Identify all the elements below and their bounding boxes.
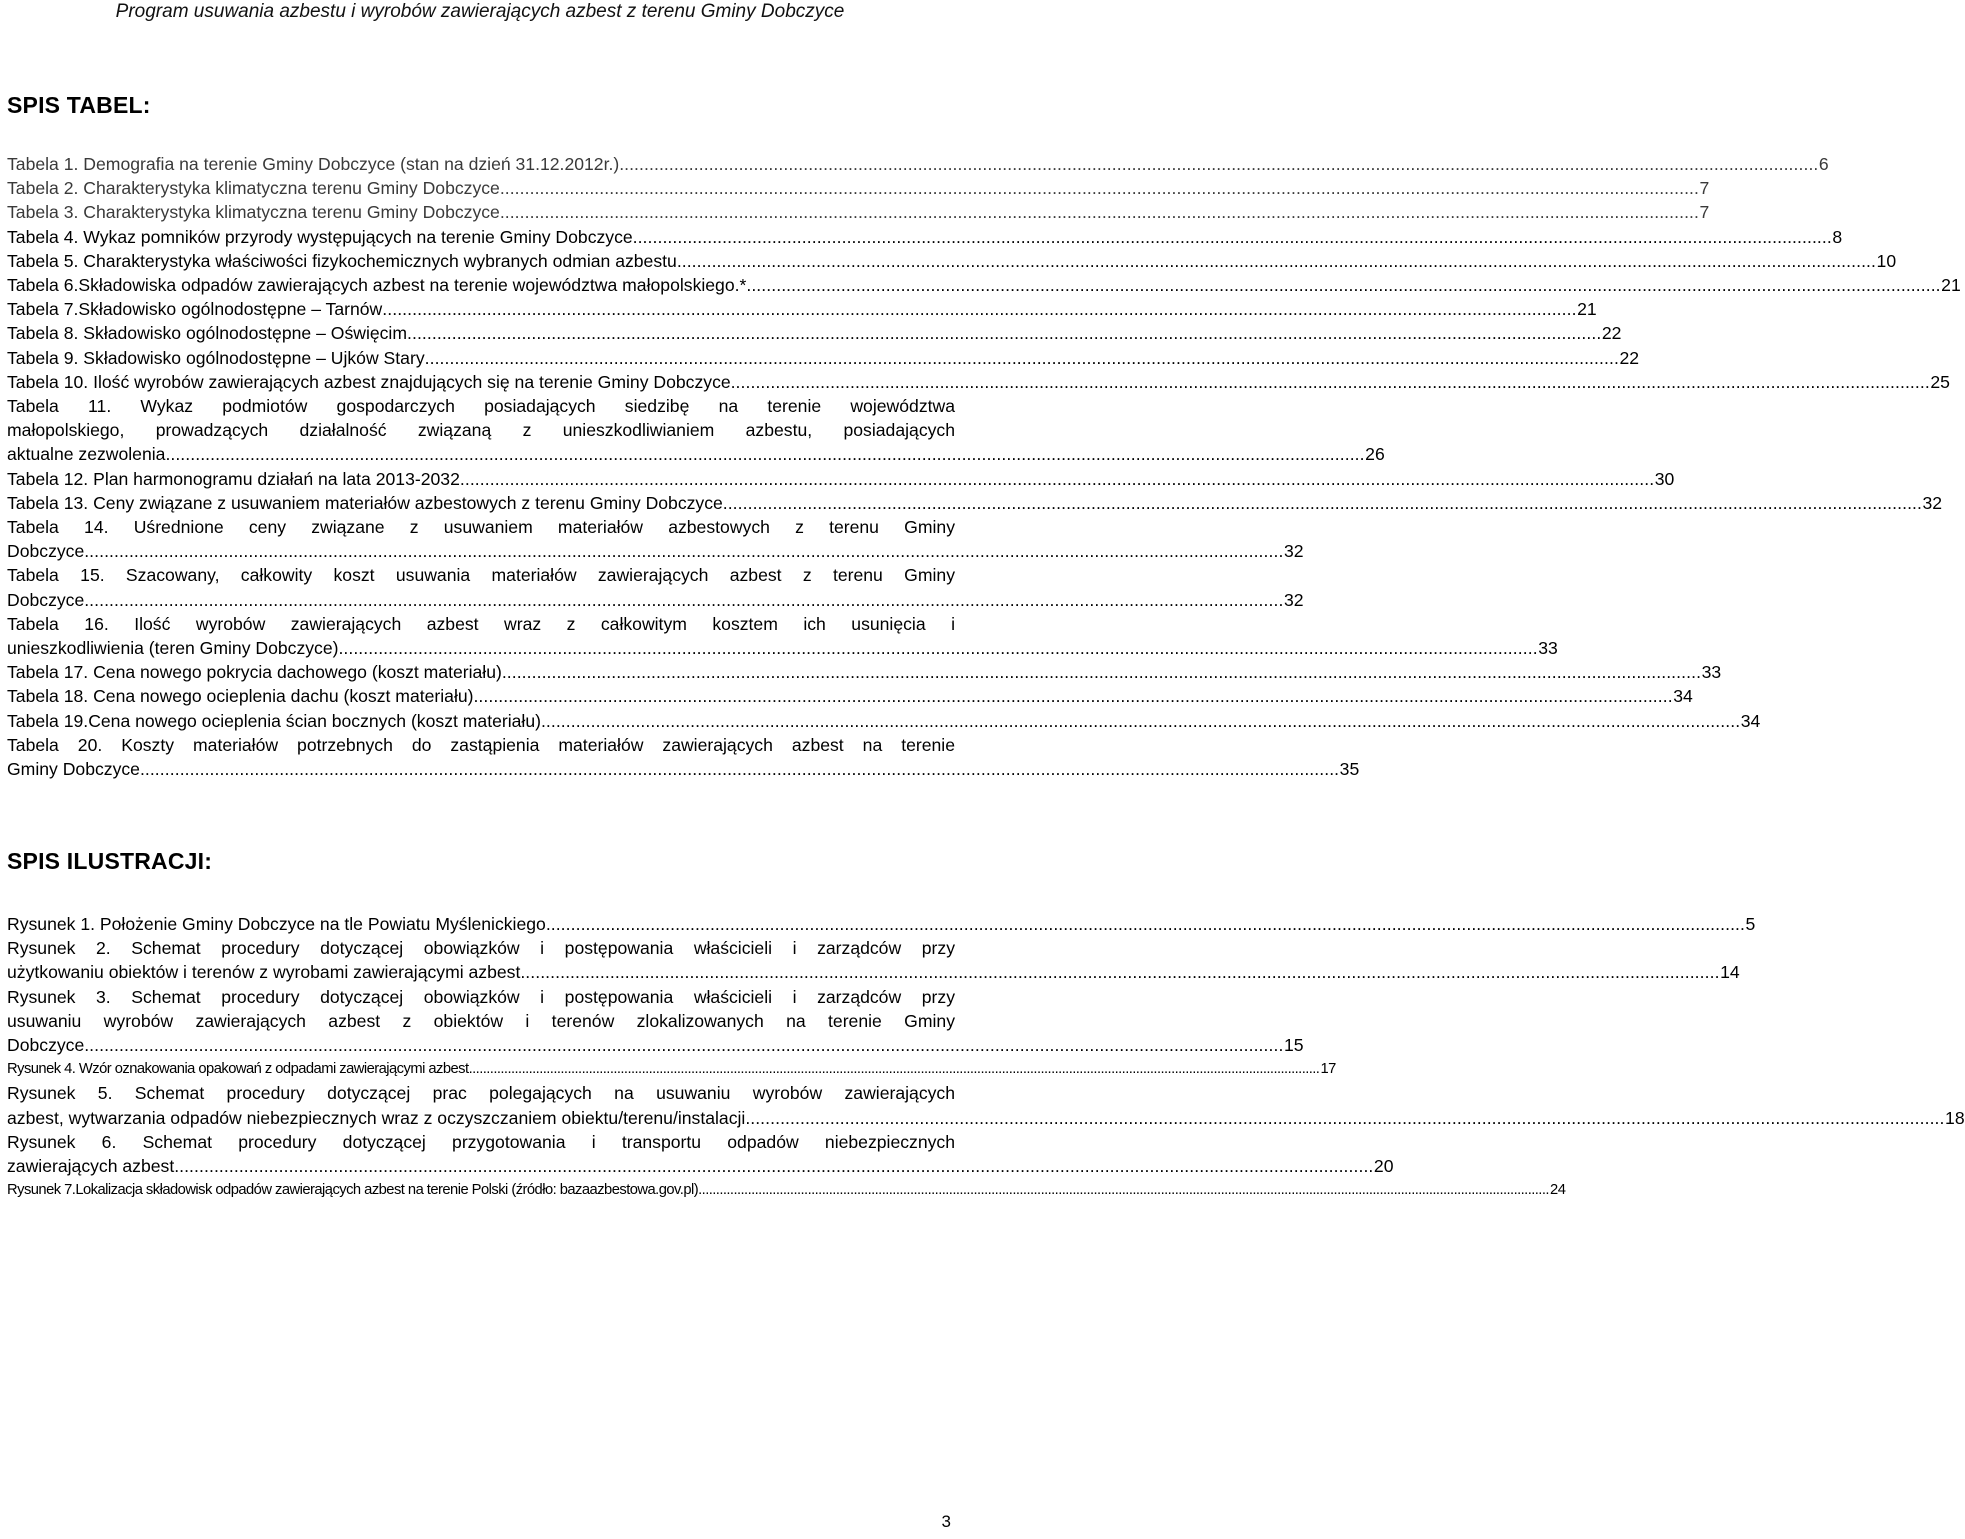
entry-page: 8 [1832, 226, 1843, 247]
entry-page: 22 [1601, 323, 1622, 344]
toc-entry-tabela-17[interactable] [7, 660, 1722, 684]
dot-leader [638, 225, 1830, 249]
entry-page: 34 [1740, 710, 1761, 731]
entry-text: Tabela 19.Cena nowego ocieplenia ścian bocznych (koszt materiału). [7, 710, 546, 731]
entry-text-last: unieszkodliwienia (teren Gminy Dobczyce). [7, 638, 344, 659]
entry-text: Tabela 3. Charakterystyka klimatyczna terenu Gminy Dobczyce. [7, 202, 505, 223]
entry-page: 22 [1619, 347, 1640, 368]
dot-leader [472, 1057, 1317, 1081]
entry-page: 33 [1538, 638, 1558, 659]
toc-entry-tabela-4[interactable] [7, 225, 1843, 249]
entry-page: 24 [1550, 1181, 1566, 1199]
dot-leader [460, 467, 1652, 491]
entry-text: Tabela 18. Cena nowego ocieplenia dachu (koszt materiału). [7, 686, 479, 707]
entry-text: Tabela 6.Składowiska odpadów zawierających azbest na terenie województwa małopolskiego.* [7, 275, 747, 296]
entry-text-line: Tabela 16. Ilość wyrobów zawierających azbest wraz z całkowitym kosztem ich usunięcia i [7, 613, 955, 634]
entry-text-last: Dobczyce. [7, 1035, 90, 1056]
dot-leader [407, 321, 1599, 345]
toc-entry-tabela-10[interactable] [7, 370, 1950, 394]
dot-leader [179, 1154, 1371, 1178]
entry-page: 32 [1922, 492, 1943, 513]
entry-text-last: Gminy Dobczyce. [7, 759, 145, 780]
dot-leader [746, 273, 1938, 297]
toc-entry-tabela-2[interactable] [7, 176, 1710, 200]
entry-text: Tabela 9. Składowisko ogólnodostępne – Ujków Stary [7, 347, 425, 368]
entry-text-line: Tabela 11. Wykaz podmiotów gospodarczych posiadających siedzibę na terenie województwa [7, 396, 955, 417]
toc-entry-tabela-9[interactable] [7, 346, 1640, 370]
entry-text: Rysunek 4. Wzór oznakowania opakowań z odpadami zawierającymi azbest. [7, 1060, 473, 1078]
entry-text-line: Rysunek 5. Schemat procedury dotyczącej prac polegających na usuwaniu wyrobów zawierających [7, 1083, 955, 1104]
dot-leader [170, 442, 1362, 466]
toc-entry-tabela-19[interactable] [7, 709, 1761, 733]
toc-entry-rysunek-6[interactable] [7, 1130, 1394, 1178]
dot-leader [736, 370, 1928, 394]
entry-text-line: Rysunek 2. Schemat procedury dotyczącej obowiązków i postępowania właścicieli i zarządców przy [7, 938, 955, 959]
entry-page: 14 [1720, 962, 1740, 983]
entry-text-line: Rysunek 6. Schemat procedury dotyczącej przygotowania i transportu odpadów niebezpiecznych [7, 1131, 955, 1152]
toc-entry-tabela-1[interactable] [7, 152, 1829, 176]
entry-page: 32 [1283, 589, 1304, 610]
entry-text: Tabela 1. Demografia na terenie Gminy Dobczyce (stan na dzień 31.12.2012r.). [7, 154, 625, 174]
entry-page: 17 [1320, 1060, 1336, 1078]
entry-text-line: Tabela 15. Szacowany, całkowity koszt usuwania materiałów zawierających azbest z terenu Gminy [7, 565, 955, 586]
dot-leader [507, 660, 1699, 684]
entry-text: Tabela 12. Plan harmonogramu działań na lata 2013-2032 [7, 468, 460, 489]
dot-leader [145, 757, 1337, 781]
entry-text-line: Rysunek 3. Schemat procedury dotyczącej obowiązków i postępowania właścicieli i zarządców przy [7, 986, 955, 1007]
toc-entry-tabela-8[interactable] [7, 321, 1622, 345]
entry-page: 18 [1945, 1107, 1965, 1128]
entry-text-line: małopolskiego, prowadzących działalność związaną z unieszkodliwianiem azbestu, posiadających [7, 420, 955, 441]
entry-text-line: usuwaniu wyrobów zawierających azbest z obiektów i terenów zlokalizowanych na terenie Gminy [7, 1010, 955, 1031]
tables-section-title: SPIS TABEL: [7, 92, 151, 118]
dot-leader [505, 200, 1697, 224]
dot-leader [546, 709, 1738, 733]
entry-page: 7 [1699, 202, 1710, 223]
figures-list [7, 912, 1965, 1202]
dot-leader [551, 912, 1743, 936]
dot-leader [525, 960, 1717, 984]
toc-entry-rysunek-3[interactable] [7, 985, 1304, 1058]
entry-page: 35 [1339, 759, 1360, 780]
entry-page: 25 [1930, 371, 1950, 392]
entry-text: Tabela 8. Składowisko ogólnodostępne – Oświęcim [7, 323, 407, 344]
dot-leader [702, 1178, 1547, 1202]
toc-entry-rysunek-1[interactable] [7, 912, 1756, 936]
page-header: Program usuwania azbestu i wyrobów zawierających azbest z terenu Gminy Dobczyce [115, 1, 845, 22]
entry-text-last: użytkowaniu obiektów i terenów z wyrobami zawierającymi azbest. [7, 962, 526, 983]
entry-page: 32 [1283, 541, 1304, 562]
entry-page: 7 [1699, 178, 1710, 199]
toc-entry-tabela-3[interactable] [7, 200, 1710, 224]
entry-page: 21 [1577, 299, 1597, 320]
entry-page: 26 [1365, 444, 1385, 465]
toc-entry-rysunek-4[interactable] [7, 1057, 1336, 1081]
entry-text: Rysunek 7.Lokalizacja składowisk odpadów zawierających azbest na terenie Polski (źródło: bazaazbestowa.gov.pl). [7, 1181, 702, 1199]
entry-page: 6 [1818, 154, 1829, 174]
dot-leader [682, 249, 1874, 273]
entry-text-last: azbest, wytwarzania odpadów niebezpiecznych wraz z oczyszczaniem obiektu/terenu/instalacji. [7, 1107, 751, 1128]
toc-entry-tabela-18[interactable] [7, 684, 1693, 708]
entry-page: 10 [1876, 250, 1897, 271]
dot-leader [89, 1033, 1281, 1057]
toc-entry-tabela-15[interactable] [7, 563, 1304, 611]
entry-text: Tabela 13. Ceny związane z usuwaniem materiałów azbestowych z terenu Gminy Dobczyce. [7, 492, 728, 513]
toc-entry-tabela-6[interactable] [7, 273, 1961, 297]
entry-text: Tabela 5. Charakterystyka właściwości fizykochemicznych wybranych odmian azbestu. [7, 250, 682, 271]
entry-text: Tabela 10. Ilość wyrobów zawierających azbest znajdujących się na terenie Gminy Dobczyce. [7, 371, 736, 392]
toc-entry-tabela-11[interactable] [7, 394, 1385, 467]
dot-leader [478, 684, 1670, 708]
entry-text-line: Tabela 20. Koszty materiałów potrzebnych do zastąpienia materiałów zawierających azbest na terenie [7, 734, 955, 755]
dot-leader [624, 152, 1816, 176]
tables-list [7, 152, 1961, 781]
entry-text-last: aktualne zezwolenia. [7, 444, 171, 465]
entry-text: Tabela 4. Wykaz pomników przyrody występujących na terenie Gminy Dobczyce. [7, 226, 638, 247]
toc-entry-tabela-7[interactable] [7, 297, 1597, 321]
dot-leader [343, 636, 1535, 660]
entry-text-line: Tabela 14. Uśrednione ceny związane z usuwaniem materiałów azbestowych z terenu Gminy [7, 517, 955, 538]
dot-leader [425, 346, 1617, 370]
figures-section-title: SPIS ILUSTRACJI: [7, 848, 213, 874]
toc-entry-tabela-14[interactable] [7, 515, 1304, 563]
page-number: 3 [941, 1512, 951, 1531]
entry-text: Tabela 17. Cena nowego pokrycia dachowego (koszt materiału). [7, 662, 507, 683]
entry-page: 34 [1673, 686, 1693, 707]
toc-entry-tabela-16[interactable] [7, 612, 1558, 660]
toc-entry-rysunek-2[interactable] [7, 936, 1740, 984]
entry-text: Tabela 2. Charakterystyka klimatyczna terenu Gminy Dobczyce. [7, 178, 505, 199]
entry-page: 33 [1701, 662, 1722, 683]
dot-leader [750, 1106, 1942, 1130]
entry-page: 21 [1941, 275, 1961, 296]
dot-leader [382, 297, 1574, 321]
toc-entry-rysunek-7[interactable] [7, 1178, 1566, 1202]
toc-entry-tabela-13[interactable] [7, 491, 1943, 515]
entry-text-last: Dobczyce. [7, 541, 90, 562]
entry-text: Tabela 7.Składowisko ogólnodostępne – Tarnów [7, 299, 383, 320]
entry-page: 5 [1745, 914, 1756, 934]
entry-text: Rysunek 1. Położenie Gminy Dobczyce na tle Powiatu Myślenickiego. [7, 914, 551, 934]
toc-entry-tabela-20[interactable] [7, 733, 1360, 781]
entry-page: 30 [1654, 468, 1675, 489]
toc-entry-tabela-12[interactable] [7, 467, 1675, 491]
toc-entry-tabela-5[interactable] [7, 249, 1897, 273]
entry-page: 20 [1373, 1156, 1394, 1177]
dot-leader [728, 491, 1920, 515]
entry-text-last: Dobczyce. [7, 589, 90, 610]
entry-text-last: zawierających azbest. [7, 1156, 180, 1177]
entry-page: 15 [1283, 1035, 1304, 1056]
dot-leader [89, 539, 1281, 563]
dot-leader [505, 176, 1697, 200]
toc-entry-rysunek-5[interactable] [7, 1081, 1965, 1129]
dot-leader [89, 588, 1281, 612]
